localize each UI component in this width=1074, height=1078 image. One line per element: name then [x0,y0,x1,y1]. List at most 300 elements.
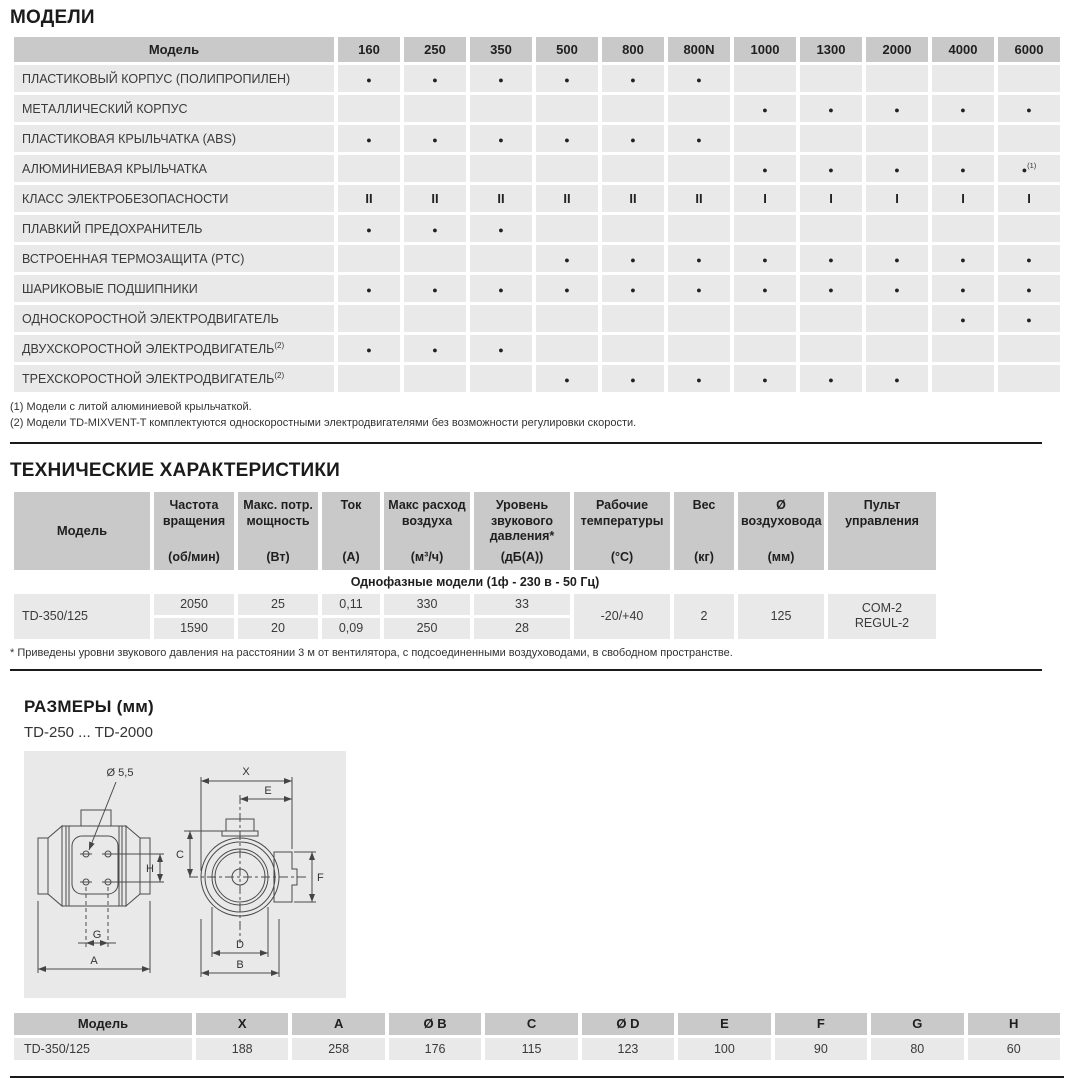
feature-dot: ● [630,374,636,385]
model-column-header: 1000 [734,37,796,62]
feature-dot: ● [696,134,702,145]
feature-dot: ● [696,284,702,295]
dims-column-header: F [775,1013,867,1035]
feature-cell [668,95,730,122]
feature-dot: ● [630,284,636,295]
feature-cell [338,95,400,122]
feature-cell [800,365,862,392]
feature-cell [404,365,466,392]
feature-cell [536,275,598,302]
feature-dot: ● [762,164,768,175]
tech-column-name: Ток [340,497,362,512]
feature-cell [800,245,862,272]
feature-cell [470,155,532,182]
controller-2: REGUL-2 [854,616,910,631]
dimension-drawing-box [24,751,346,998]
feature-cell [404,125,466,152]
temp-range-value: -20/+40 [574,594,670,639]
feature-dot: ● [1026,104,1032,115]
feature-dot: ● [498,134,504,145]
feature-cell [866,215,928,242]
feature-cell [404,245,466,272]
feature-cell [668,305,730,332]
feature-cell [338,125,400,152]
feature-cell: II [668,185,730,212]
dims-column-header: Ø D [582,1013,674,1035]
feature-dot: ● [366,284,372,295]
feature-cell [866,155,928,182]
dims-column-header: Ø B [389,1013,481,1035]
feature-cell [866,275,928,302]
tech-header-row [14,492,936,570]
feature-cell [536,65,598,92]
feature-cell [602,95,664,122]
rpm-value: 1590 [154,618,234,639]
feature-dot: ● [762,284,768,295]
model-column-header: 250 [404,37,466,62]
feature-cell [404,65,466,92]
tech-column-unit: (мм) [767,549,795,564]
feature-cell [338,335,400,362]
model-column-header: 800N [668,37,730,62]
controller-1: COM-2 [861,600,903,615]
feature-dot: ● [1026,314,1032,325]
feature-dot: ● [564,134,570,145]
feature-label: ПЛАСТИКОВЫЙ КОРПУС (ПОЛИПРОПИЛЕН) [14,65,334,92]
feature-dot: ● [762,374,768,385]
feature-cell [338,305,400,332]
feature-dot: ● [960,104,966,115]
feature-dot: ● [894,374,900,385]
tech-model-header: Модель [14,492,150,570]
footnote-1: (1) Модели с литой алюминиевой крыльчаткой. [10,401,252,413]
dimensions-table [10,1010,1064,1063]
tech-column-unit: (А) [342,549,360,564]
feature-label: ОДНОСКОРОСТНОЙ ЭЛЕКТРОДВИГАТЕЛЬ [14,305,334,332]
feature-row [14,125,1060,152]
feature-dot: ● [1026,284,1032,295]
feature-cell [470,305,532,332]
feature-dot: ● [432,134,438,145]
model-column-header: 6000 [998,37,1060,62]
feature-row [14,245,1060,272]
rpm-value: 2050 [154,594,234,615]
model-column-header: 2000 [866,37,928,62]
duct-diameter-value: 125 [738,594,824,639]
tech-column-header [238,492,318,570]
feature-dot: ● [564,254,570,265]
feature-cell [602,155,664,182]
feature-cell [668,65,730,92]
feature-cell [668,275,730,302]
feature-cell [536,365,598,392]
feature-cell [668,365,730,392]
feature-dot: ● [696,74,702,85]
feature-dot: ● [498,74,504,85]
dims-model-cell: TD-350/125 [14,1038,192,1060]
dims-table-body [14,1038,1060,1060]
tech-column-header [474,492,570,570]
dim-label-d: D [236,938,244,951]
feature-cell [404,155,466,182]
models-section-title: МОДЕЛИ [10,7,95,28]
models-table [10,34,1064,395]
feature-cell [470,95,532,122]
feature-row [14,65,1060,92]
feature-cell [338,65,400,92]
dim-label-b: B [236,958,244,971]
feature-dot: ● [762,104,768,115]
feature-dot: ● [960,254,966,265]
feature-cell [536,95,598,122]
feature-cell [800,275,862,302]
feature-cell [470,275,532,302]
dimensions-section-title: РАЗМЕРЫ (мм) [24,696,154,716]
feature-cell [338,155,400,182]
feature-label: ТРЕХСКОРОСТНОЙ ЭЛЕКТРОДВИГАТЕЛЬ$^{(2)}$ [14,365,334,392]
feature-cell [470,365,532,392]
feature-cell [734,305,796,332]
feature-cell [338,275,400,302]
tech-column-name: Рабочие температуры [580,497,664,528]
feature-cell [998,335,1060,362]
tech-column-unit: (м³/ч) [410,549,444,564]
feature-row [14,215,1060,242]
feature-dot: ● [498,344,504,355]
feature-label: ШАРИКОВЫЕ ПОДШИПНИКИ [14,275,334,302]
models-header-row [14,37,1060,62]
model-name-cell: TD-350/125 [14,594,150,639]
dims-column-header: C [485,1013,577,1035]
feature-cell: ●$^{(1)}$ [998,155,1060,182]
feature-cell [470,65,532,92]
feature-cell [998,365,1060,392]
feature-cell [800,155,862,182]
tech-footnote: * Приведены уровни звукового давления на расстоянии 3 м от вентилятора, с подсоединенными воздуховодами, в свободном пространстве. [10,646,733,659]
feature-dot: ● [1026,254,1032,265]
feature-row [14,185,1060,212]
feature-cell [932,95,994,122]
feature-cell [932,155,994,182]
feature-label: МЕТАЛЛИЧЕСКИЙ КОРПУС [14,95,334,122]
feature-cell [602,125,664,152]
feature-cell [932,215,994,242]
airflow-value: 330 [384,594,470,615]
feature-cell [734,335,796,362]
dimensions-model-range: TD-250 ... TD-2000 [24,723,153,741]
feature-cell [470,125,532,152]
dims-value-cell: 100 [678,1038,770,1060]
feature-cell: II [536,185,598,212]
controller-cell [828,594,936,639]
feature-cell [998,65,1060,92]
noise-value: 28 [474,618,570,639]
feature-dot: ● [1021,165,1028,176]
feature-cell [536,125,598,152]
feature-cell [866,65,928,92]
feature-cell: II [338,185,400,212]
feature-cell [536,215,598,242]
tech-column-header [738,492,824,570]
feature-dot: ● [432,224,438,235]
footnote-2: (2) Модели TD-MIXVENT-T комплектуются односкоростными электродвигателями без возможности регулировки скорости. [10,416,637,429]
tech-column-name: Макс. потр. мощность [243,497,313,528]
feature-dot: ● [828,164,834,175]
feature-cell [932,365,994,392]
dims-column-header: A [292,1013,384,1035]
feature-dot: ● [366,224,372,235]
feature-label: АЛЮМИНИЕВАЯ КРЫЛЬЧАТКА [14,155,334,182]
tech-column-unit: (дБ(А)) [500,549,544,564]
models-footnotes [10,400,1064,432]
feature-cell [404,275,466,302]
feature-cell [470,215,532,242]
feature-cell [668,155,730,182]
feature-cell [668,245,730,272]
model-column-header: 1300 [800,37,862,62]
feature-cell [734,365,796,392]
feature-dot: ● [564,284,570,295]
feature-cell: II [404,185,466,212]
feature-cell: I [800,185,862,212]
feature-dot: ● [828,374,834,385]
feature-cell [998,95,1060,122]
feature-dot: ● [894,254,900,265]
feature-label: ПЛАСТИКОВАЯ КРЫЛЬЧАТКА (ABS) [14,125,334,152]
feature-cell [734,125,796,152]
feature-dot: ● [894,164,900,175]
feature-cell [338,215,400,242]
motor-cover-seam [72,836,118,894]
feature-cell: I [998,185,1060,212]
feature-cell [932,305,994,332]
feature-cell [404,305,466,332]
phase-group-header: Однофазные модели (1ф - 230 в - 50 Гц) [14,573,936,591]
model-column-header: 500 [536,37,598,62]
feature-cell [800,125,862,152]
feature-cell [998,305,1060,332]
feature-cell [602,365,664,392]
model-column-header: 350 [470,37,532,62]
feature-cell [602,305,664,332]
feature-cell: I [932,185,994,212]
feature-dot: ● [960,314,966,325]
feature-cell [734,65,796,92]
feature-cell [536,245,598,272]
dims-value-cell: 123 [582,1038,674,1060]
model-column-header: 4000 [932,37,994,62]
feature-cell [602,65,664,92]
dim-label-x: X [242,765,250,778]
tech-column-unit: (Вт) [266,549,290,564]
feature-cell [932,125,994,152]
dim-label-hole: Ø 5,5 [106,766,134,779]
power-value: 20 [238,618,318,639]
models-table-body [14,65,1060,392]
power-value: 25 [238,594,318,615]
tech-column-name: Пульт управления [845,497,919,528]
feature-dot: ● [828,104,834,115]
feature-cell [404,215,466,242]
dims-value-cell: 60 [968,1038,1061,1060]
dim-label-f: F [317,871,324,884]
feature-label: ДВУХСКОРОСТНОЙ ЭЛЕКТРОДВИГАТЕЛЬ$^{(2)}$ [14,335,334,362]
dim-label-h: H [146,862,154,875]
feature-cell [536,305,598,332]
dim-label-g: G [92,928,102,941]
tech-column-unit: (кг) [694,549,714,564]
dims-value-cell: 90 [775,1038,867,1060]
feature-dot: ● [366,344,372,355]
dims-data-row [14,1038,1060,1060]
tech-column-name: Ø воздуховода [741,497,822,528]
section-divider [10,669,1042,671]
dim-label-c: C [176,848,184,861]
tech-column-unit: (°С) [610,549,634,564]
tech-column-name: Частота вращения [162,497,226,528]
feature-cell: I [866,185,928,212]
feature-dot: ● [498,284,504,295]
tech-column-name: Макс расход воздуха [388,497,466,528]
dims-column-header: X [196,1013,288,1035]
feature-cell [338,245,400,272]
feature-cell [866,365,928,392]
feature-cell: II [470,185,532,212]
feature-cell [602,335,664,362]
dims-column-header: H [968,1013,1061,1035]
feature-cell [932,65,994,92]
feature-cell [800,215,862,242]
tech-column-name: Вес [692,497,716,512]
feature-row [14,365,1060,392]
tech-group-row [14,573,936,591]
feature-dot: ● [498,224,504,235]
feature-cell [998,275,1060,302]
feature-dot: ● [366,134,372,145]
feature-row [14,275,1060,302]
feature-cell [470,245,532,272]
feature-label: КЛАСС ЭЛЕКТРОБЕЗОПАСНОСТИ [14,185,334,212]
feature-dot: ● [366,74,372,85]
feature-dot: ● [828,254,834,265]
feature-label: ВСТРОЕННАЯ ТЕРМОЗАЩИТА (PTC) [14,245,334,272]
junction-box-side [81,810,111,826]
dims-column-header: G [871,1013,963,1035]
noise-value: 33 [474,594,570,615]
dims-value-cell: 80 [871,1038,963,1060]
feature-label: ПЛАВКИЙ ПРЕДОХРАНИТЕЛЬ [14,215,334,242]
current-value: 0,11 [322,594,380,615]
feature-cell [932,335,994,362]
feature-cell [932,245,994,272]
feature-dot: ● [960,284,966,295]
feature-cell [734,95,796,122]
feature-cell [932,275,994,302]
feature-cell [734,275,796,302]
airflow-value: 250 [384,618,470,639]
weight-value: 2 [674,594,734,639]
dims-value-cell: 176 [389,1038,481,1060]
tech-column-header [574,492,670,570]
feature-cell [404,95,466,122]
feature-cell: II [602,185,664,212]
feature-dot: ● [564,374,570,385]
tech-column-header [384,492,470,570]
section-divider [10,442,1042,444]
feature-cell [602,245,664,272]
feature-dot: ● [828,284,834,295]
feature-dot: ● [696,254,702,265]
current-value: 0,09 [322,618,380,639]
feature-cell [734,245,796,272]
feature-dot: ● [762,254,768,265]
model-header-label: Модель [14,37,334,62]
dims-column-header: E [678,1013,770,1035]
feature-row [14,335,1060,362]
feature-cell [338,365,400,392]
feature-cell [668,335,730,362]
dim-label-a: A [90,954,98,967]
dims-model-header: Модель [14,1013,192,1035]
feature-cell [866,305,928,332]
feature-dot: ● [894,104,900,115]
feature-cell [536,155,598,182]
dim-label-e: E [264,784,272,797]
feature-row [14,305,1060,332]
dims-value-cell: 188 [196,1038,288,1060]
feature-dot: ● [894,284,900,295]
dims-header-row [14,1013,1060,1035]
feature-cell [800,335,862,362]
cone-right [126,826,140,906]
feature-cell [800,95,862,122]
feature-cell: I [734,185,796,212]
model-column-header: 160 [338,37,400,62]
dimensions-section [24,697,1064,998]
model-column-header: 800 [602,37,664,62]
tech-column-header [322,492,380,570]
feature-cell [602,275,664,302]
feature-dot: ● [630,74,636,85]
tech-table [10,489,940,642]
feature-row [14,95,1060,122]
feature-cell [602,215,664,242]
feature-cell [866,95,928,122]
dimension-drawing [24,751,346,998]
feature-cell [734,155,796,182]
feature-cell [800,65,862,92]
feature-cell [668,125,730,152]
feature-dot: ● [432,344,438,355]
feature-cell [404,335,466,362]
feature-dot: ● [432,74,438,85]
feature-dot: ● [564,74,570,85]
dims-value-cell: 258 [292,1038,384,1060]
feature-dot: ● [696,374,702,385]
feature-cell [866,335,928,362]
feature-cell [866,245,928,272]
tech-column-unit [828,564,936,570]
tech-data-row-high-speed [14,594,936,615]
feature-dot: ● [630,134,636,145]
tech-column-header [674,492,734,570]
tech-column-unit: (об/мин) [168,549,220,564]
duct-stub-left [38,838,48,894]
tech-column-header [828,492,936,570]
feature-cell [536,335,598,362]
cone-left [48,826,62,906]
feature-cell [734,215,796,242]
